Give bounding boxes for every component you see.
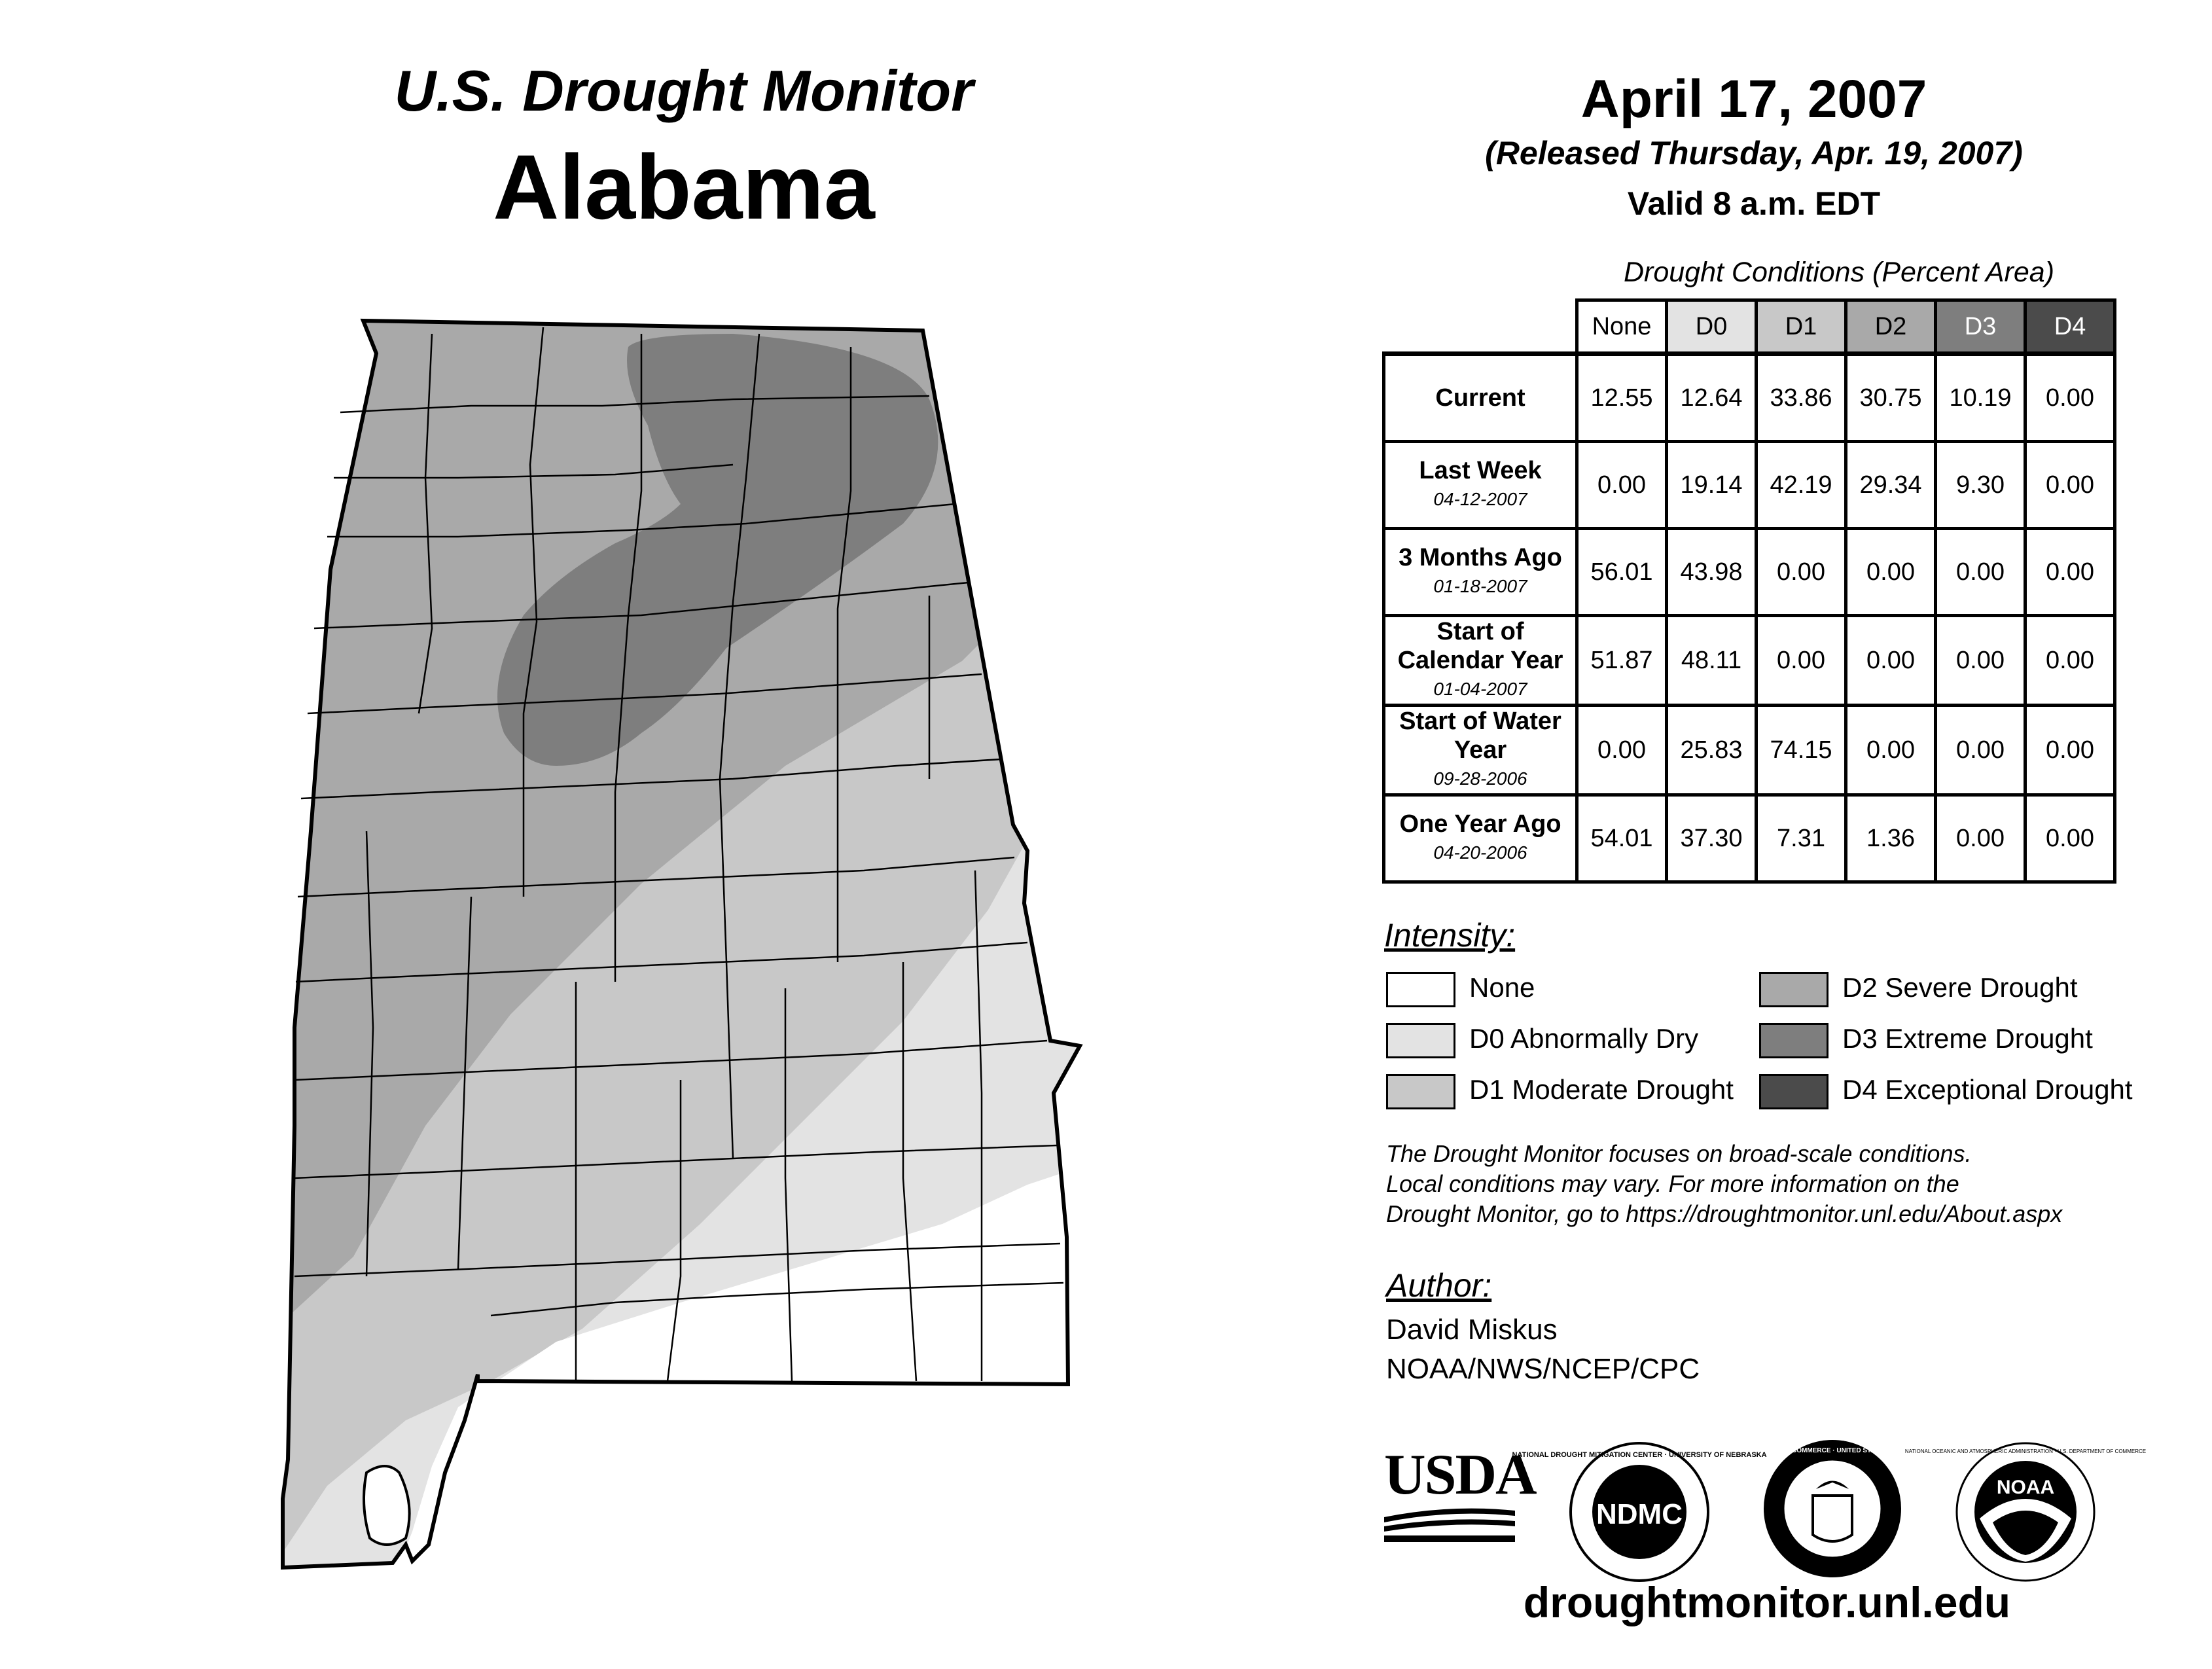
table-row	[1384, 529, 2115, 616]
column-header: D1	[1757, 300, 1846, 354]
legend-swatch	[1386, 972, 1455, 1007]
table-cell: 12.64	[1667, 354, 1757, 442]
row-label: Start of Calendar Year 01-04-2007	[1384, 616, 1577, 706]
usda-logo: USDA	[1384, 1446, 1528, 1545]
row-label: Start of Water Year 09-28-2006	[1384, 706, 1577, 795]
map-date: April 17, 2007	[1580, 69, 1927, 129]
svg-text:NATIONAL DROUGHT MITIGATION CE: NATIONAL DROUGHT MITIGATION CENTER · UNIVERSITY OF NEBRASKA	[1512, 1451, 1767, 1459]
column-header: D4	[2025, 300, 2115, 354]
noaa-logo	[1904, 1440, 2147, 1587]
legend-label: None	[1469, 972, 1535, 1003]
svg-text:DEPARTMENT OF COMMERCE · UNITE: DEPARTMENT OF COMMERCE · UNITED STATES OF AMERICA	[1734, 1447, 1931, 1454]
table-cell: 0.00	[2025, 529, 2115, 616]
table-cell: 9.30	[1936, 442, 2025, 529]
table-cell: 0.00	[2025, 706, 2115, 795]
row-label: One Year Ago 04-20-2006	[1384, 795, 1577, 882]
table-cell: 37.30	[1667, 795, 1757, 882]
legend-swatch	[1759, 1023, 1828, 1058]
legend-heading: Intensity:	[1384, 917, 1516, 954]
table-cell: 10.19	[1936, 354, 2025, 442]
legend-label: D4 Exceptional Drought	[1842, 1074, 2133, 1105]
table-row	[1384, 354, 2115, 442]
table-cell: 0.00	[1936, 616, 2025, 706]
table-cell: 33.86	[1757, 354, 1846, 442]
row-label: 3 Months Ago 01-18-2007	[1384, 529, 1577, 616]
table-row	[1384, 616, 2115, 706]
table-cell: 0.00	[1936, 529, 2025, 616]
table-cell: 0.00	[1577, 706, 1667, 795]
legend-label: D3 Extreme Drought	[1842, 1023, 2093, 1054]
legend-swatch	[1759, 972, 1828, 1007]
table-cell: 74.15	[1757, 706, 1846, 795]
ndmc-logo	[1512, 1440, 1767, 1587]
legend-swatch	[1386, 1023, 1455, 1058]
table-cell: 0.00	[1936, 795, 2025, 882]
alabama-drought-map	[275, 308, 1106, 1597]
table-row	[1384, 706, 2115, 795]
table-cell: 48.11	[1667, 616, 1757, 706]
table-cell: 1.36	[1846, 795, 1936, 882]
legend-swatch	[1759, 1074, 1828, 1109]
column-header: D0	[1667, 300, 1757, 354]
svg-text:NDMC: NDMC	[1596, 1498, 1683, 1530]
table-cell: 30.75	[1846, 354, 1936, 442]
legend-label: D1 Moderate Drought	[1469, 1074, 1734, 1105]
legend-label: D0 Abnormally Dry	[1469, 1023, 1699, 1054]
table-cell: 56.01	[1577, 529, 1667, 616]
table-cell: 0.00	[1936, 706, 2025, 795]
column-header: D3	[1936, 300, 2025, 354]
note-line: Local conditions may vary. For more information on the	[1386, 1170, 1959, 1197]
state-title: Alabama	[493, 135, 875, 238]
note-line: The Drought Monitor focuses on broad-scale conditions.	[1386, 1140, 1972, 1167]
author-name: David Miskus	[1386, 1314, 1558, 1346]
footer-url[interactable]: droughtmonitor.unl.edu	[1523, 1578, 2011, 1626]
release-date: (Released Thursday, Apr. 19, 2007)	[1485, 135, 2023, 171]
author-org: NOAA/NWS/NCEP/CPC	[1386, 1353, 1700, 1385]
table-cell: 0.00	[1577, 442, 1667, 529]
table-cell: 19.14	[1667, 442, 1757, 529]
table-row	[1384, 442, 2115, 529]
table-cell: 0.00	[1846, 616, 1936, 706]
svg-text:NATIONAL OCEANIC AND ATMOSPHER: NATIONAL OCEANIC AND ATMOSPHERIC ADMINISTRATION · U.S. DEPARTMENT OF COMMERCE	[1904, 1448, 2147, 1454]
column-header: None	[1577, 300, 1667, 354]
row-label: Last Week 04-12-2007	[1384, 442, 1577, 529]
table-cell: 0.00	[1846, 706, 1936, 795]
table-cell: 0.00	[2025, 354, 2115, 442]
table-corner	[1384, 300, 1577, 354]
table-cell: 54.01	[1577, 795, 1667, 882]
valid-time: Valid 8 a.m. EDT	[1627, 185, 1881, 222]
map-subtitle: U.S. Drought Monitor	[394, 58, 974, 123]
note-line: Drought Monitor, go to https://droughtmonitor.unl.edu/About.aspx	[1386, 1200, 2063, 1227]
legend-swatch	[1386, 1074, 1455, 1109]
table-cell: 42.19	[1757, 442, 1846, 529]
legend-label: D2 Severe Drought	[1842, 972, 2078, 1003]
table-cell: 7.31	[1757, 795, 1846, 882]
table-cell: 51.87	[1577, 616, 1667, 706]
svg-text:NOAA: NOAA	[1996, 1477, 2055, 1498]
table-cell: 25.83	[1667, 706, 1757, 795]
column-header: D2	[1846, 300, 1936, 354]
table-cell: 12.55	[1577, 354, 1667, 442]
table-cell: 0.00	[2025, 795, 2115, 882]
commerce-seal	[1734, 1437, 1931, 1584]
author-heading: Author:	[1386, 1267, 1492, 1304]
table-cell: 43.98	[1667, 529, 1757, 616]
table-row	[1384, 795, 2115, 882]
mobile-bay	[364, 1466, 410, 1545]
table-cell: 0.00	[2025, 442, 2115, 529]
table-cell: 0.00	[2025, 616, 2115, 706]
table-cell: 0.00	[1757, 529, 1846, 616]
table-cell: 0.00	[1757, 616, 1846, 706]
table-header-row	[1384, 300, 2115, 354]
table-title: Drought Conditions (Percent Area)	[1623, 257, 2055, 288]
table-cell: 0.00	[1846, 529, 1936, 616]
row-label: Current	[1384, 354, 1577, 442]
disclaimer-note	[1386, 1139, 2062, 1229]
table-cell: 29.34	[1846, 442, 1936, 529]
drought-conditions-table	[1382, 298, 2116, 884]
